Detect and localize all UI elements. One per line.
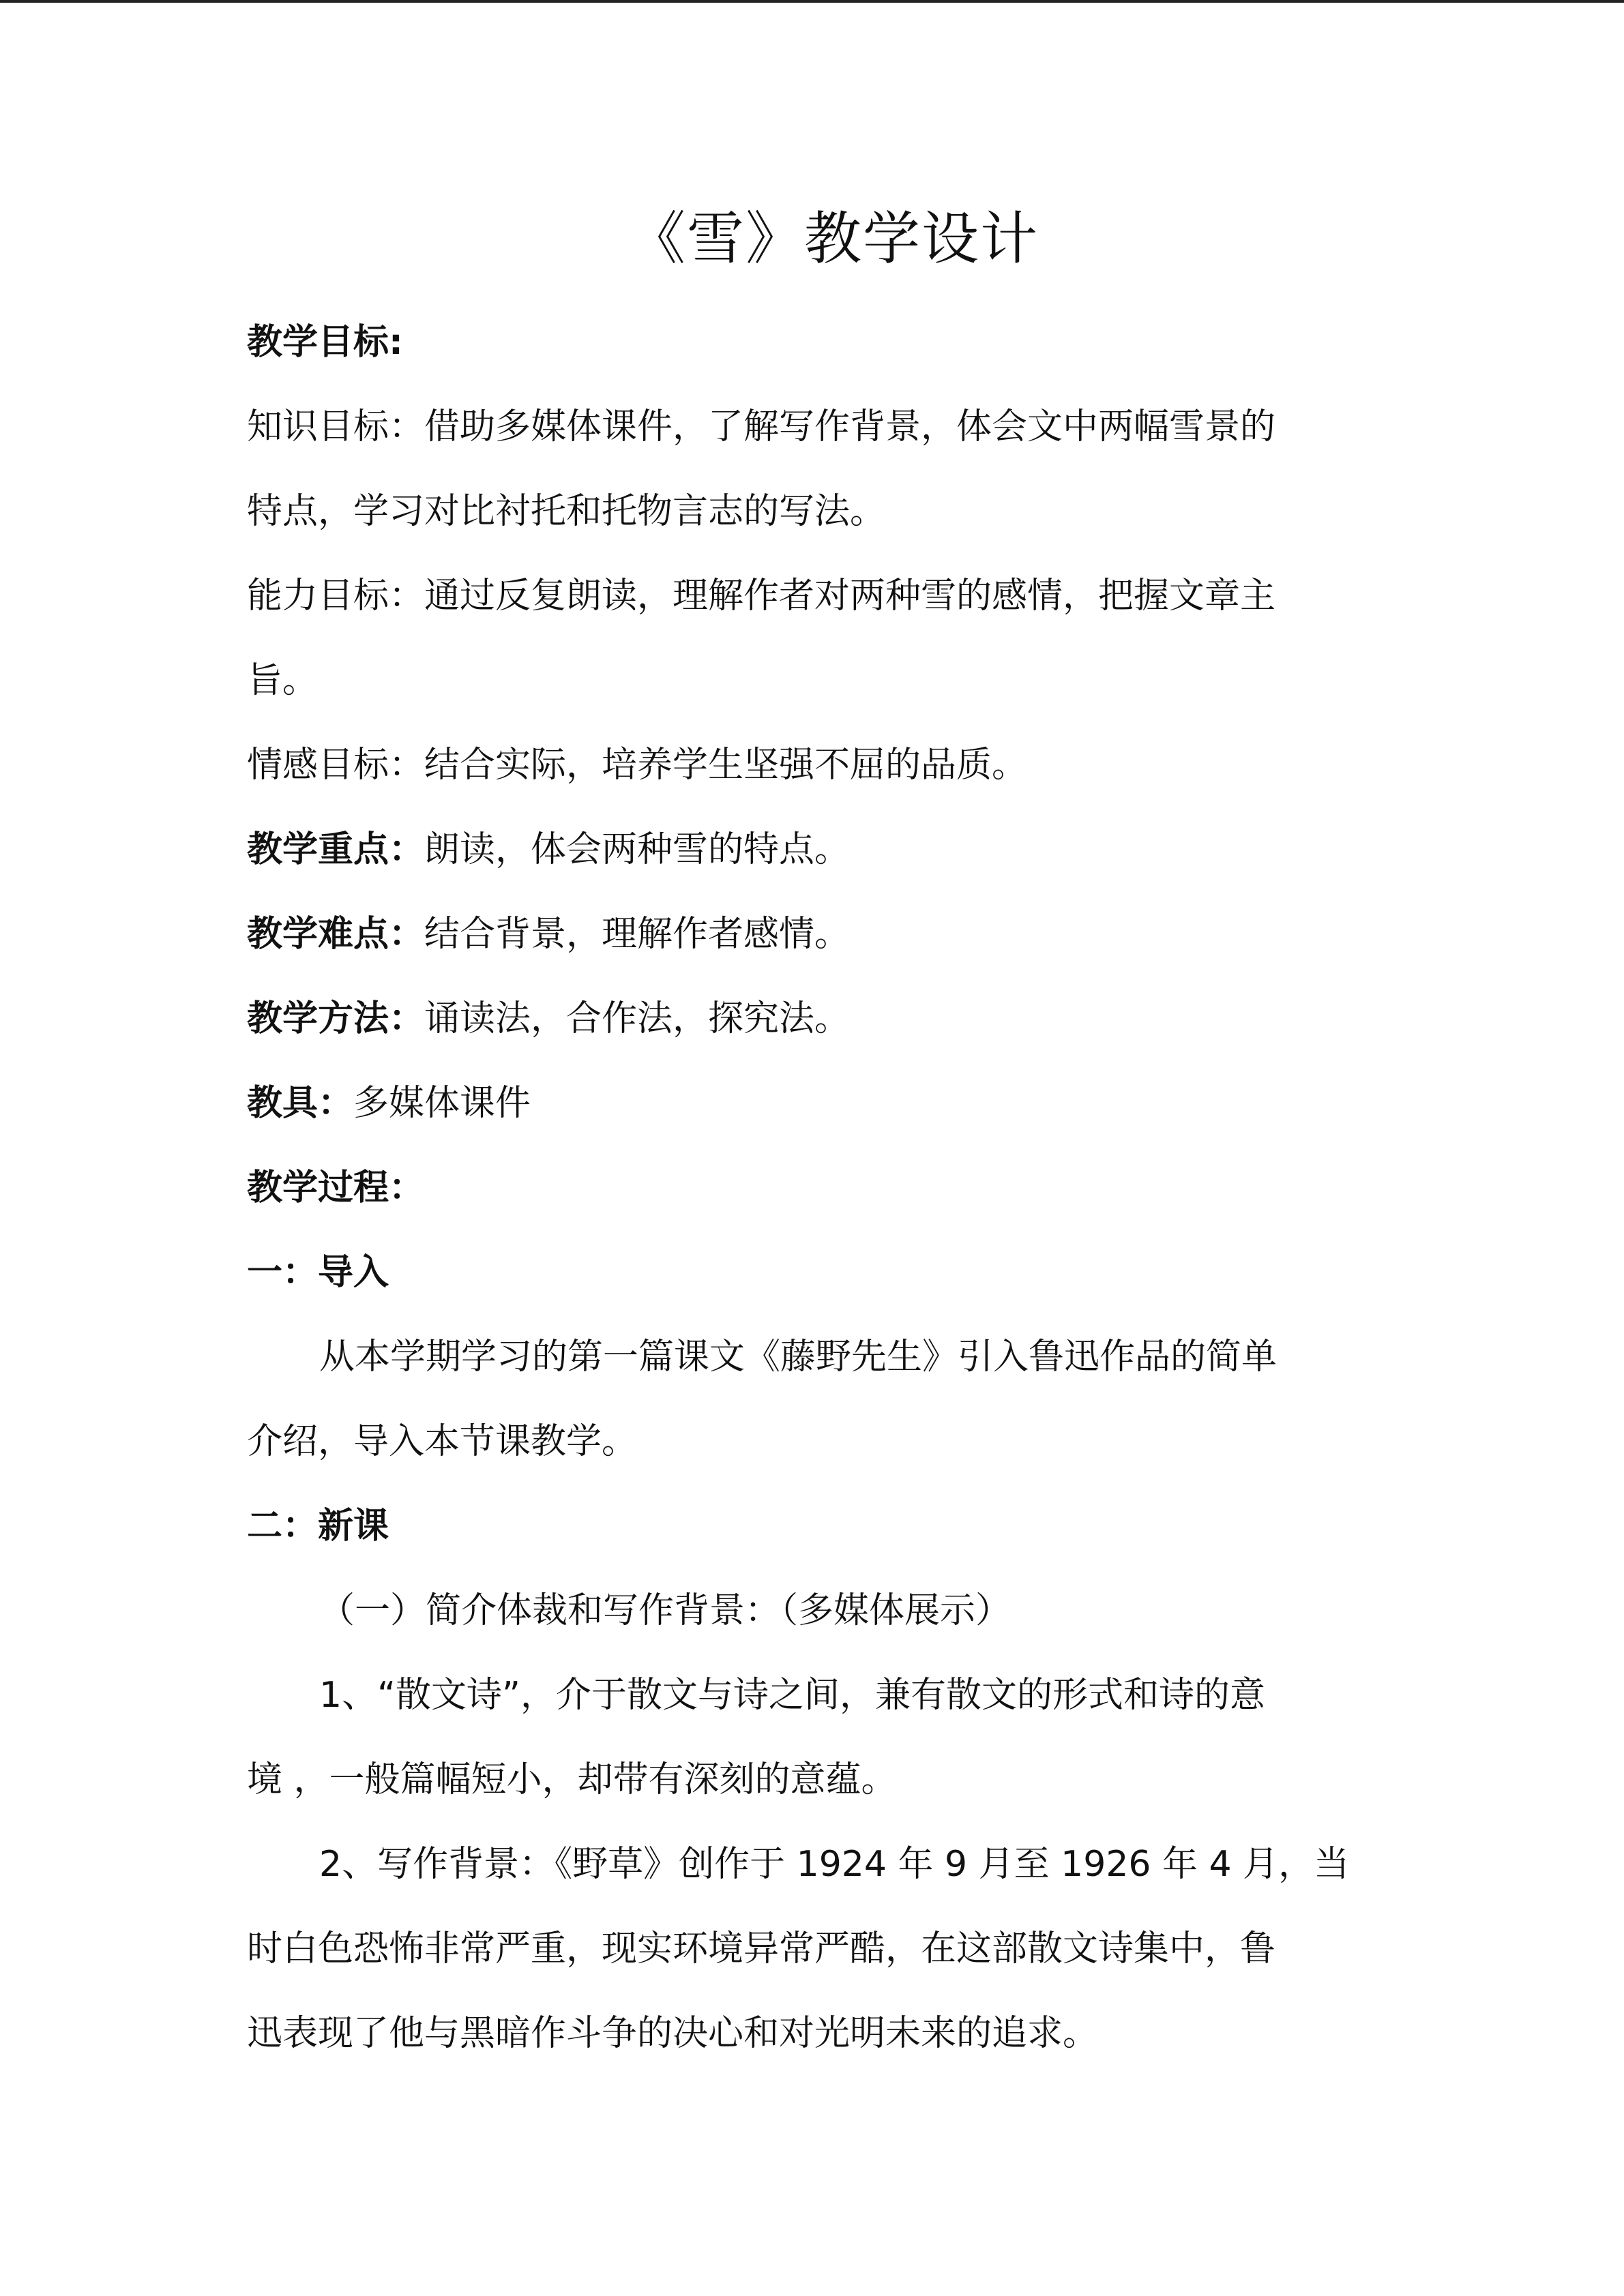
- section-1-heading: 一：导入: [247, 1252, 389, 1293]
- section-1-line-2: 介绍，导入本节课教学。: [247, 1421, 638, 1462]
- document-title: 《雪》教学设计: [628, 205, 1039, 272]
- key-point-text: 朗读，体会两种雪的特点。: [424, 829, 851, 870]
- objectives-heading: 教学目标:: [247, 322, 403, 363]
- difficulty-row: [247, 892, 1406, 976]
- difficulty-text: 结合背景，理解作者感情。: [424, 914, 851, 955]
- knowledge-objective-line-1: 知识目标：借助多媒体课件，了解写作背景，体会文中两幅雪景的: [247, 406, 1276, 447]
- document-page: [247, 198, 1406, 2076]
- method-label: 教学方法：: [247, 998, 425, 1039]
- ability-objective-line-1: 能力目标：通过反复朗读，理解作者对两种雪的感情，把握文章主: [247, 576, 1276, 616]
- key-point-row: [247, 807, 1406, 892]
- item-1-line-1: 1、“散文诗”，介于散文与诗之间，兼有散文的形式和诗的意: [319, 1675, 1265, 1716]
- section-2-heading: 二：新课: [247, 1506, 389, 1547]
- item-1-line-2: 境 ，一般篇幅短小，却带有深刻的意蕴。: [247, 1759, 897, 1800]
- key-point-label: 教学重点：: [247, 829, 425, 870]
- section-1-line-1: 从本学期学习的第一篇课文《藤野先生》引入鲁迅作品的简单: [319, 1337, 1278, 1377]
- method-row: [247, 976, 1406, 1061]
- item-2-line-1: 2、写作背景：《野草》创作于 1924 年 9 月至 1926 年 4 月，当: [319, 1844, 1350, 1885]
- emotion-objective-line: 情感目标：结合实际，培养学生坚强不屈的品质。: [247, 745, 1028, 786]
- knowledge-objective-line-2: 特点，学习对比衬托和托物言志的写法。: [247, 491, 886, 532]
- tools-row: [247, 1061, 1406, 1146]
- item-2-line-3: 迅表现了他与黑暗作斗争的决心和对光明未来的追求。: [247, 2013, 1099, 2054]
- difficulty-label: 教学难点：: [247, 914, 425, 955]
- method-text: 诵读法，合作法，探究法。: [424, 998, 851, 1039]
- ability-objective-line-2: 旨。: [247, 660, 319, 701]
- tools-text: 多媒体课件: [353, 1083, 531, 1124]
- item-2-line-2: 时白色恐怖非常严重，现实环境异常严酷，在这部散文诗集中，鲁: [247, 1928, 1276, 1969]
- process-heading: 教学过程：: [247, 1167, 425, 1208]
- tools-label: 教具：: [247, 1083, 354, 1124]
- subsection-1-heading: （一）简介体裁和写作背景：（多媒体展示）: [319, 1590, 1012, 1631]
- page-top-border: [0, 0, 1624, 3]
